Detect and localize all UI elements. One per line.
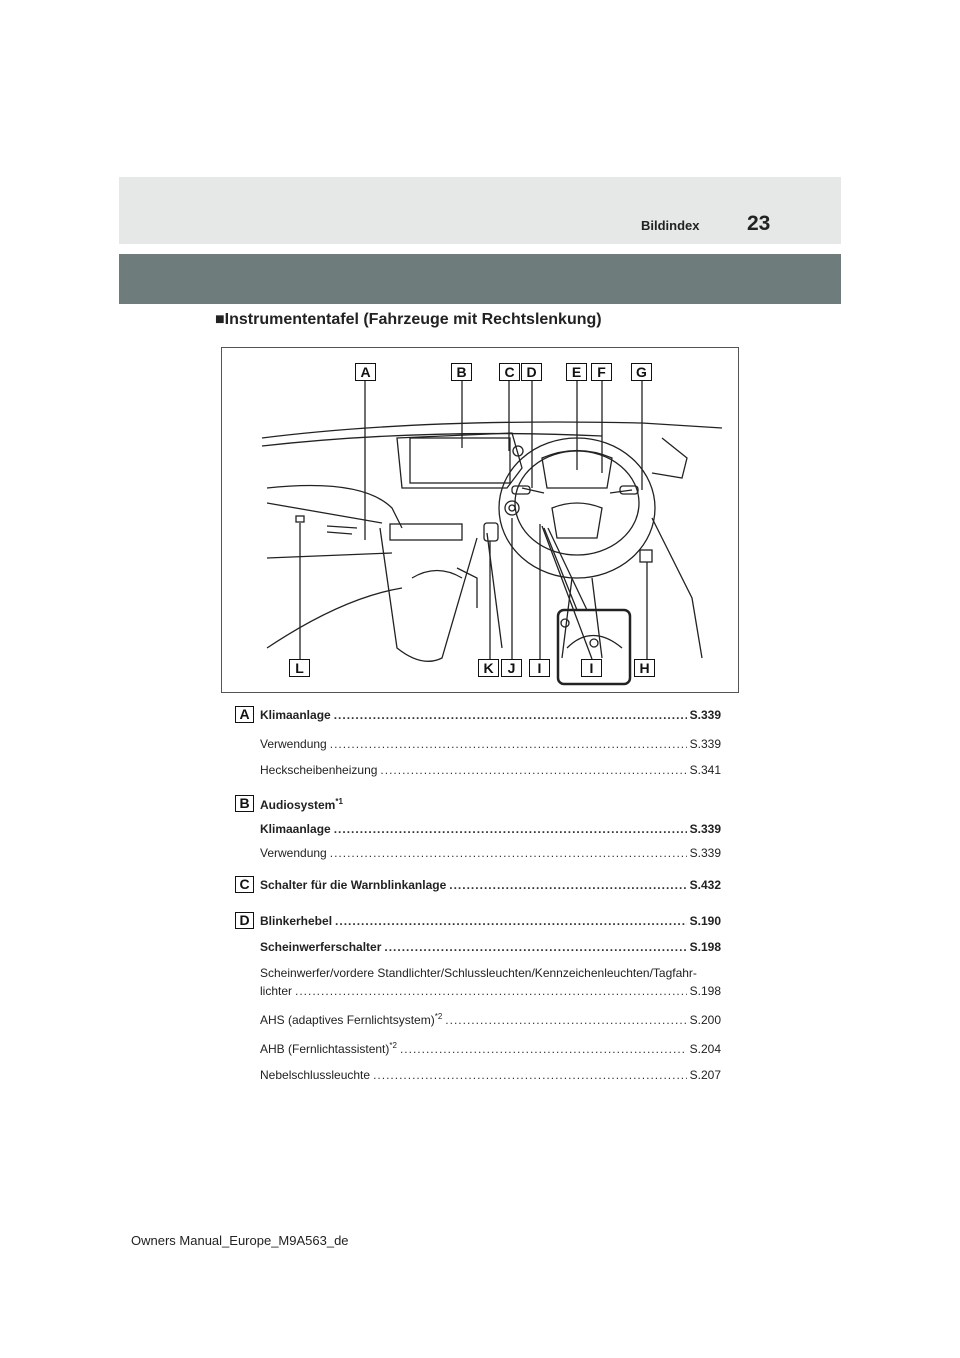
entry-row xyxy=(260,846,721,860)
group-letter-b: B xyxy=(235,795,254,812)
callout-f: F xyxy=(591,363,612,381)
callout-k: K xyxy=(478,659,499,677)
entry-row xyxy=(260,878,721,892)
leader-dots xyxy=(445,1013,686,1027)
leader-dots xyxy=(334,822,687,836)
page-ref[interactable]: S.207 xyxy=(689,1068,721,1082)
callout-g: G xyxy=(631,363,652,381)
page-ref[interactable]: S.198 xyxy=(689,940,721,954)
leader-dots xyxy=(295,984,687,998)
entry-row xyxy=(260,984,721,998)
entry-label: Verwendung xyxy=(260,846,327,860)
entry-row xyxy=(260,1042,721,1056)
page-ref[interactable]: S.339 xyxy=(689,708,721,722)
page-ref[interactable]: S.200 xyxy=(689,1013,721,1027)
group-letter-d: D xyxy=(235,912,254,929)
group-letter-a: A xyxy=(235,706,254,723)
dashboard-illustration xyxy=(221,347,739,693)
page-number: 23 xyxy=(747,212,771,235)
page-ref[interactable]: S.432 xyxy=(689,878,721,892)
leader-dots xyxy=(330,846,687,860)
page-ref[interactable]: S.341 xyxy=(689,763,721,777)
header-band xyxy=(119,177,841,244)
page-ref[interactable]: S.339 xyxy=(689,846,721,860)
entry-row xyxy=(260,708,721,722)
callout-i-inset: I xyxy=(581,659,602,677)
dashboard-drawing xyxy=(222,348,738,692)
leader-dots xyxy=(334,708,687,722)
entry-row xyxy=(260,797,343,812)
entry-label: Nebelschlussleuchte xyxy=(260,1068,371,1082)
page-ref[interactable]: S.339 xyxy=(689,822,721,836)
group-letter-c: C xyxy=(235,876,254,893)
entry-row xyxy=(260,822,721,836)
leader-dots xyxy=(330,737,687,751)
callout-d: D xyxy=(521,363,542,381)
entry-line-wrapped: Scheinwerfer/vordere Standlichter/Schlussleuchten/Kennzeichenleuchten/Tagfahr- xyxy=(260,966,697,980)
callout-e: E xyxy=(566,363,587,381)
entry-label: AHB (Fernlichtassistent)$^{*2}$ xyxy=(260,1041,397,1056)
callout-i: I xyxy=(529,659,550,677)
page-ref[interactable]: S.198 xyxy=(689,984,721,998)
callout-j: J xyxy=(501,659,522,677)
callout-h: H xyxy=(634,659,655,677)
entry-row xyxy=(260,737,721,751)
callout-a: A xyxy=(355,363,376,381)
section-heading: ■Instrumententafel (Fahrzeuge mit Rechtslenkung) xyxy=(215,311,602,328)
entry-label: Heckscheibenheizung xyxy=(260,763,378,777)
entry-label: Klimaanlage xyxy=(260,822,331,836)
callout-c: C xyxy=(499,363,520,381)
leader-dots xyxy=(373,1068,687,1082)
entry-label: Blinkerhebel xyxy=(260,914,333,928)
entry-label: Klimaanlage xyxy=(260,708,331,722)
entry-label: Schalter für die Warnblinkanlage xyxy=(260,878,447,892)
entry-label: Scheinwerferschalter xyxy=(260,940,382,954)
footer-doc-id: Owners Manual_Europe_M9A563_de xyxy=(131,1233,349,1248)
leader-dots xyxy=(449,878,686,892)
callout-l: L xyxy=(289,659,310,677)
entry-label: Verwendung xyxy=(260,737,327,751)
entry-row xyxy=(260,763,721,777)
leader-dots xyxy=(380,763,686,777)
header-dark-band xyxy=(119,254,841,304)
entry-label: AHS (adaptives Fernlichtsystem)$^{*2}$ xyxy=(260,1012,443,1027)
page-ref[interactable]: S.190 xyxy=(689,914,721,928)
leader-dots xyxy=(335,914,687,928)
entry-row xyxy=(260,914,721,928)
entry-row xyxy=(260,1068,721,1082)
leader-dots xyxy=(384,940,686,954)
callout-b: B xyxy=(451,363,472,381)
leader-dots xyxy=(400,1042,687,1056)
entry-label: Audiosystem xyxy=(260,798,336,812)
footnote-mark: *2 xyxy=(389,1041,397,1050)
page-ref[interactable]: S.339 xyxy=(689,737,721,751)
entry-label: lichter xyxy=(260,984,293,998)
entry-row xyxy=(260,1013,721,1027)
section-title: Bildindex xyxy=(641,218,700,233)
footnote-mark: *1 xyxy=(335,797,343,806)
footnote-mark: *2 xyxy=(434,1012,443,1021)
page-ref[interactable]: S.204 xyxy=(689,1042,721,1056)
entry-row xyxy=(260,940,721,954)
